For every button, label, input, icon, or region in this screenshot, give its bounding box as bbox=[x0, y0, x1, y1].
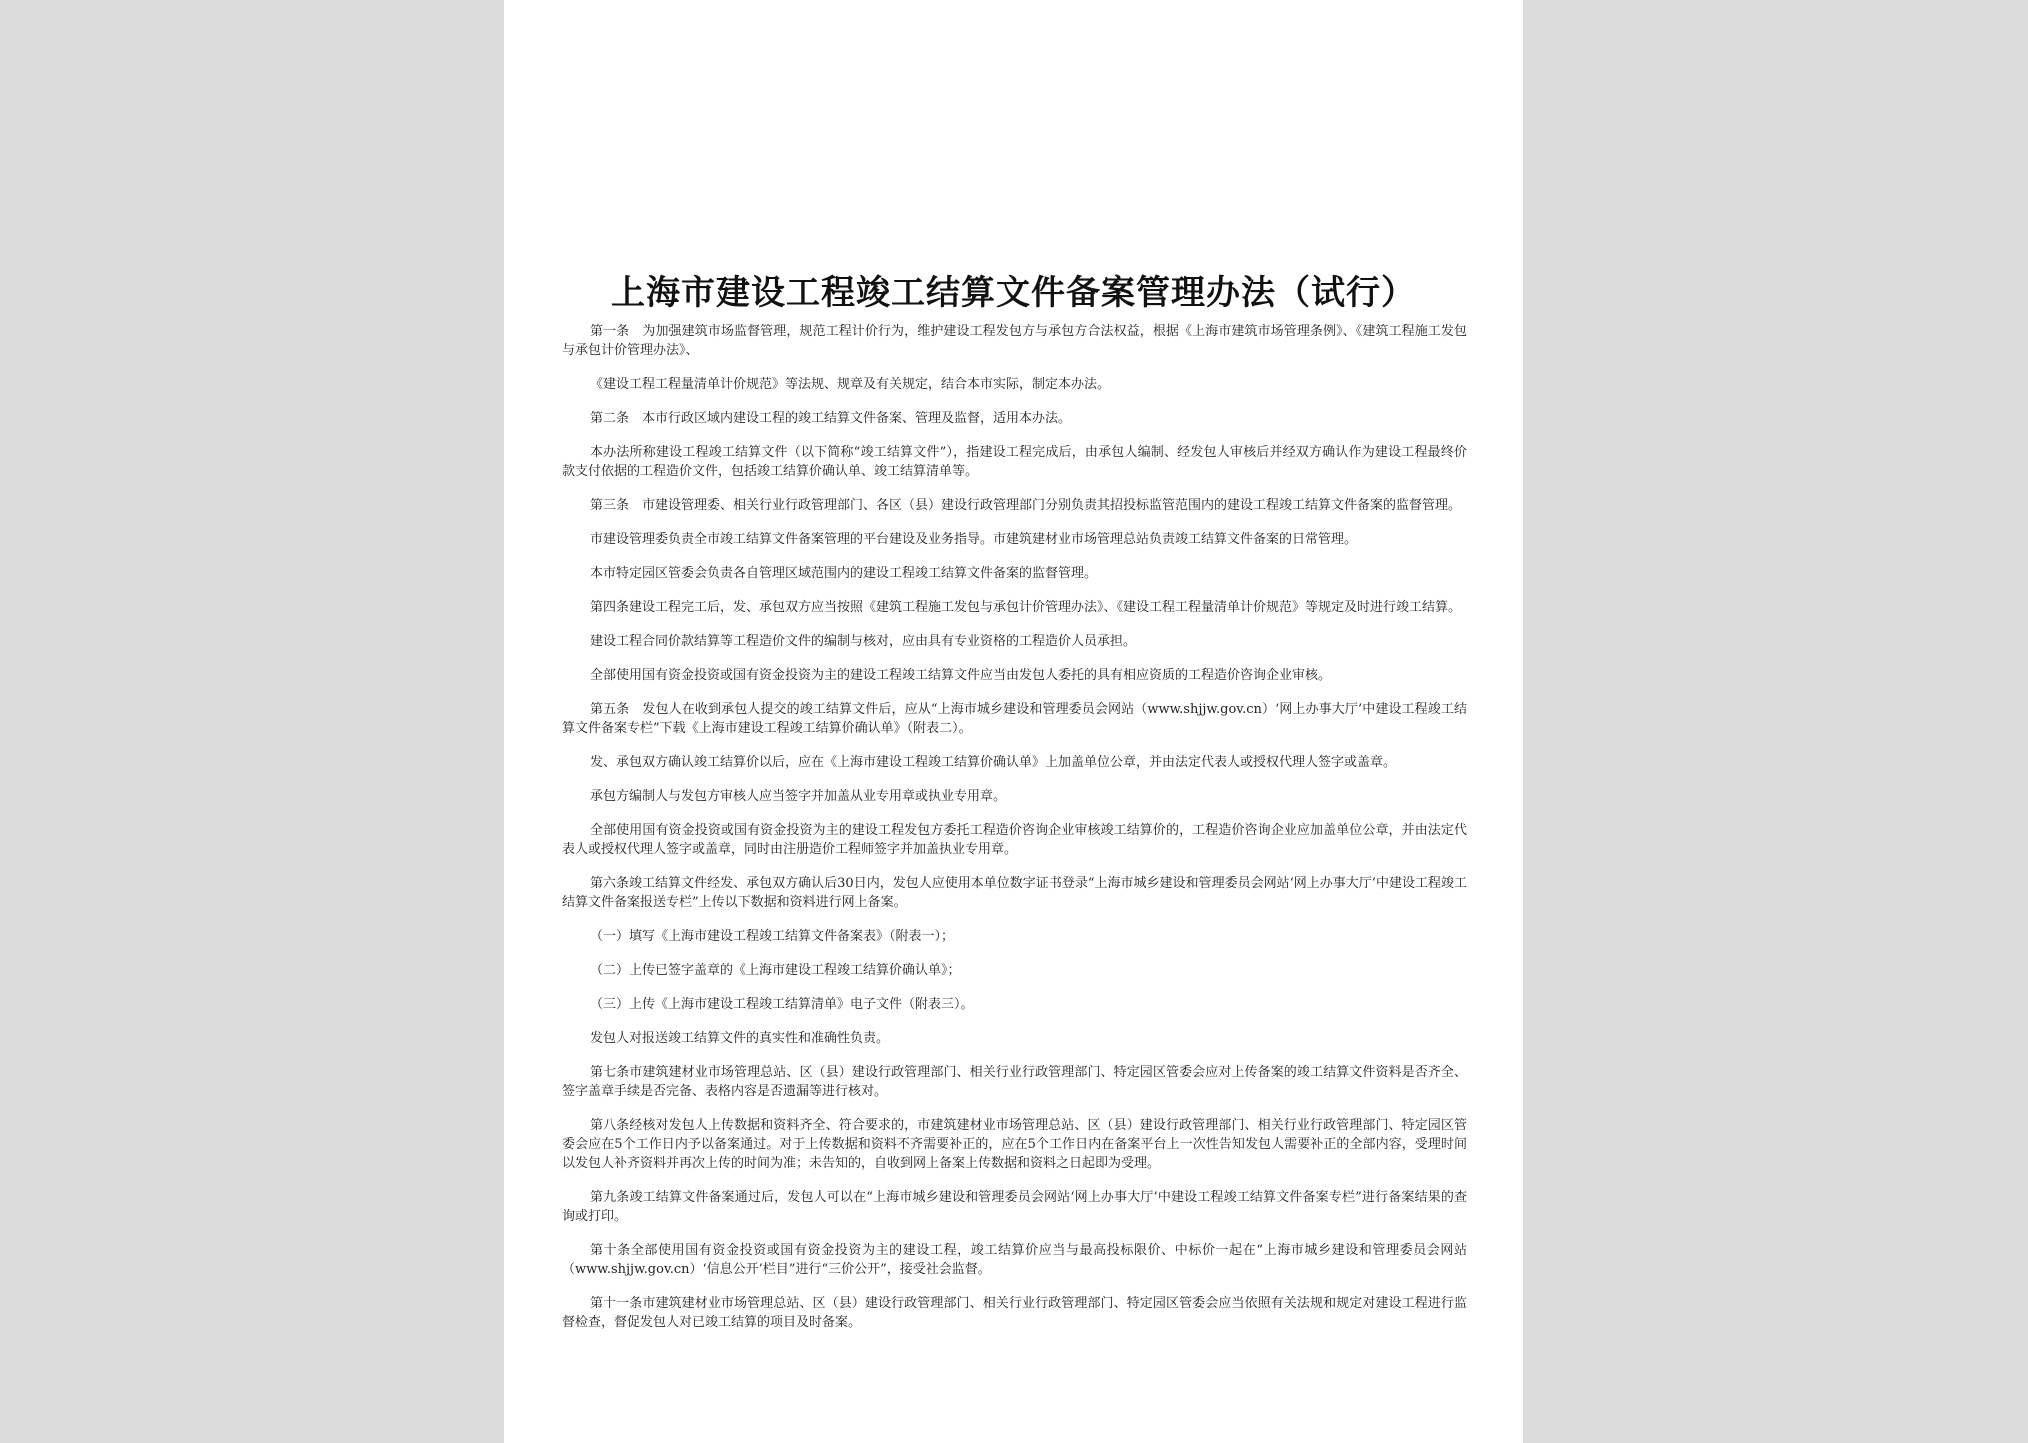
paragraph: 全部使用国有资金投资或国有资金投资为主的建设工程发包方委托工程造价咨询企业审核竣工结算价的，工程造价咨询企业应加盖单位公章，并由法定代表人或授权代理人签字或盖章，同时由注册造价工程师签字并加盖执业专用章。 bbox=[562, 823, 1467, 857]
paragraph: 承包方编制人与发包方审核人应当签字并加盖从业专用章或执业专用章。 bbox=[590, 789, 1007, 804]
paragraph: 《建设工程工程量清单计价规范》等法规、规章及有关规定，结合本市实际，制定本办法。 bbox=[590, 377, 1111, 392]
paragraph-article-11: 第十一条市建筑建材业市场管理总站、区（县）建设行政管理部门、相关行业行政管理部门、特定园区管委会应当依照有关法规和规定对建设工程进行监督检查，督促发包人对已竣工结算的项目及时备案。 bbox=[562, 1296, 1467, 1330]
paragraph-article-8: 第八条经核对发包人上传数据和资料齐全、符合要求的，市建筑建材业市场管理总站、区（县）建设行政管理部门、相关行业行政管理部门、特定园区管委会应在5个工作日内予以备案通过。对于上传数据和资料不齐需要补正的，应在5个工作日内在备案平台上一次性告知发包人需要补正的全部内容，受理时间以发包人补齐资料并再次上传的时间为准；未告知的，自收到网上备案上传数据和资料之日起即为受理。 bbox=[562, 1118, 1467, 1171]
document-title: 上海市建设工程竣工结算文件备案管理办法（试行） bbox=[611, 273, 1416, 313]
paragraph: 本办法所称建设工程竣工结算文件（以下简称“竣工结算文件”），指建设工程完成后，由承包人编制、经发包人审核后并经双方确认作为建设工程最终价款支付依据的工程造价文件，包括竣工结算价确认单、竣工结算清单等。 bbox=[562, 445, 1467, 479]
paragraph-article-7: 第七条市建筑建材业市场管理总站、区（县）建设行政管理部门、相关行业行政管理部门、特定园区管委会应对上传备案的竣工结算文件资料是否齐全、签字盖章手续是否完备、表格内容是否遗漏等进行核对。 bbox=[562, 1065, 1467, 1099]
paragraph: 市建设管理委负责全市竣工结算文件备案管理的平台建设及业务指导。市建筑建材业市场管理总站负责竣工结算文件备案的日常管理。 bbox=[590, 532, 1358, 547]
paragraph: 本市特定园区管委会负责各自管理区域范围内的建设工程竣工结算文件备案的监督管理。 bbox=[590, 566, 1098, 581]
paragraph-article-2: 第二条 本市行政区域内建设工程的竣工结算文件备案、管理及监督，适用本办法。 bbox=[590, 411, 1072, 426]
paragraph-article-10: 第十条全部使用国有资金投资或国有资金投资为主的建设工程，竣工结算价应当与最高投标限价、中标价一起在“上海市城乡建设和管理委员会网站（www.shjjw.gov.cn）‘信息公开’栏目”进行“三价公开”，接受社会监督。 bbox=[562, 1243, 1467, 1277]
paragraph-article-4: 第四条建设工程完工后，发、承包双方应当按照《建筑工程施工发包与承包计价管理办法》、《建设工程工程量清单计价规范》等规定及时进行竣工结算。 bbox=[590, 600, 1462, 615]
list-item: （三）上传《上海市建设工程竣工结算清单》电子文件（附表三）。 bbox=[590, 997, 974, 1012]
paragraph: 发、承包双方确认竣工结算价以后，应在《上海市建设工程竣工结算价确认单》上加盖单位公章，并由法定代表人或授权代理人签字或盖章。 bbox=[590, 755, 1397, 770]
document-page bbox=[504, 0, 1523, 1443]
paragraph: 建设工程合同价款结算等工程造价文件的编制与核对，应由具有专业资格的工程造价人员承担。 bbox=[590, 634, 1137, 649]
paragraph-article-6: 第六条竣工结算文件经发、承包双方确认后30日内，发包人应使用本单位数字证书登录“上海市城乡建设和管理委员会网站‘网上办事大厅’中建设工程竣工结算文件备案报送专栏”上传以下数据和资料进行网上备案。 bbox=[562, 876, 1467, 910]
list-item: （二）上传已签字盖章的《上海市建设工程竣工结算价确认单》； bbox=[590, 963, 961, 978]
paragraph-article-5: 第五条 发包人在收到承包人提交的竣工结算文件后，应从“上海市城乡建设和管理委员会网站（www.shjjw.gov.cn）‘网上办事大厅’中建设工程竣工结算文件备案专栏”下载《上海市建设工程竣工结算价确认单》（附表二）。 bbox=[562, 702, 1467, 736]
paragraph-article-3: 第三条 市建设管理委、相关行业行政管理部门、各区（县）建设行政管理部门分别负责其招投标监管范围内的建设工程竣工结算文件备案的监督管理。 bbox=[590, 498, 1462, 513]
list-item: （一）填写《上海市建设工程竣工结算文件备案表》（附表一）； bbox=[590, 929, 955, 944]
paragraph-article-9: 第九条竣工结算文件备案通过后，发包人可以在“上海市城乡建设和管理委员会网站‘网上办事大厅’中建设工程竣工结算文件备案专栏”进行备案结果的查询或打印。 bbox=[562, 1190, 1467, 1224]
document-body bbox=[562, 322, 1467, 1347]
paragraph-article-1: 第一条 为加强建筑市场监督管理，规范工程计价行为，维护建设工程发包方与承包方合法权益，根据《上海市建筑市场管理条例》、《建筑工程施工发包与承包计价管理办法》、 bbox=[562, 324, 1467, 358]
paragraph: 全部使用国有资金投资或国有资金投资为主的建设工程竣工结算文件应当由发包人委托的具有相应资质的工程造价咨询企业审核。 bbox=[590, 668, 1332, 683]
paragraph: 发包人对报送竣工结算文件的真实性和准确性负责。 bbox=[590, 1031, 890, 1046]
